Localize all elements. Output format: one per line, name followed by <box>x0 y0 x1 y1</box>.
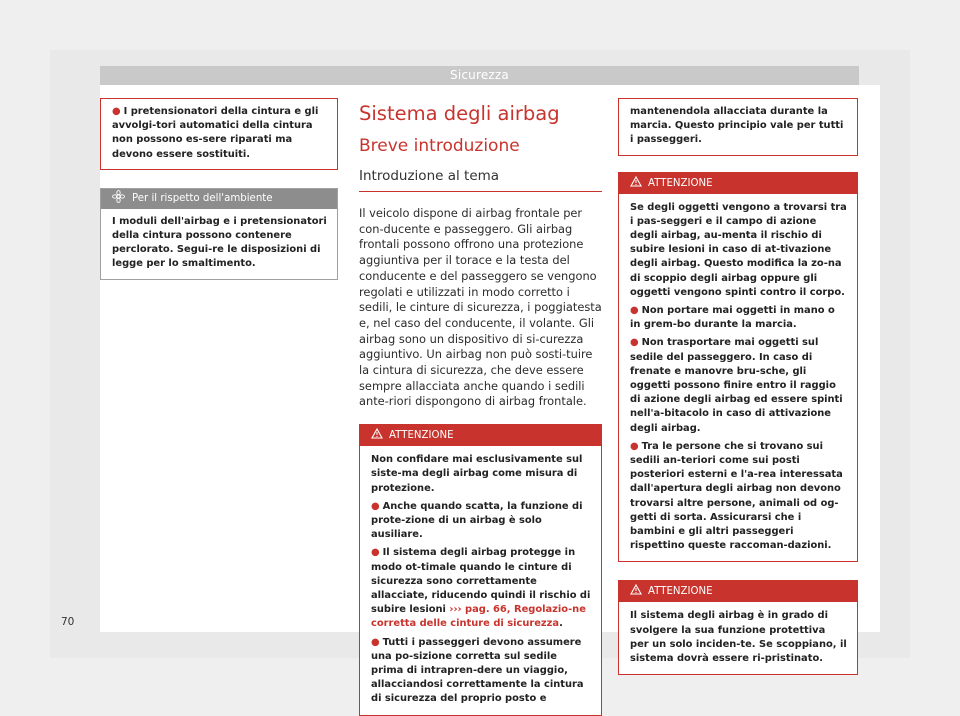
warning-box-continued <box>100 98 338 170</box>
warning-box-header <box>619 581 857 602</box>
page-number: 70 <box>61 616 75 628</box>
warning-title: ATTENZIONE <box>648 586 713 598</box>
warning-box <box>359 424 602 715</box>
cross-reference-arrow[interactable]: ››› <box>449 604 462 616</box>
warning-intro: Se degli oggetti vengono a trovarsi tra i pas-seggeri e il campo di azione degli airbag, au-menta il rischio di subire lesioni in caso di at-tivazione degli airbag. Questo modifica la zo-na di scoppio degli airbag oppure gli oggetti vengono spinti contro il corpo. <box>630 201 847 298</box>
list-item: ● Il sistema degli airbag protegge in modo ot-timale quando le cinture di sicurezza sono correttamente allacciate, riducendo quindi il rischio di subire lesioni ››› pag. 66, Regolazio-ne corretta delle cinture di sicurezza. <box>371 547 591 630</box>
warning-title: ATTENZIONE <box>648 177 713 189</box>
bullet-icon: ● <box>112 106 121 117</box>
bullet-icon: ● <box>630 305 639 317</box>
list-item: ● Tutti i passeggeri devono assumere una po-sizione corretta sul sedile prima di intrapren-dere un viaggio, allacciandosi correttamente la cintura di sicurezza del proprio posto e <box>371 636 584 705</box>
warning-box-continued <box>618 98 858 156</box>
bullet-icon: ● <box>630 337 639 349</box>
list-item: ● Non trasportare mai oggetti sul sedile del passeggero. In caso di frenate e manovre bru-sche, gli oggetti possono finire entro il raggio di azione degli airbag ed essere spinti nell'a-bitacolo in caso di attivazione degli airbag. <box>630 337 843 434</box>
page-sheet <box>100 85 880 705</box>
warning-triangle-icon <box>371 428 383 439</box>
intro-paragraph: Il veicolo dispone di airbag frontale per con-ducente e passeggero. Gli airbag frontali possono offrono una protezione aggiuntiva per il torace e la testa del conducente e del passeggero se vengono regolati e utilizzati in modo corretto i sedili, le cinture di sicurezza, i poggiatesta e, nel caso del conducente, il volante. Gli airbag sono un dispositivo di si-curezza aggiuntivo. Un airbag non può sosti-tuire la cintura di sicurezza, che deve essere sempre allacciata anche quando i sedili ante-riori dispongono di airbag frontale. <box>359 206 602 409</box>
topic-heading: Introduzione al tema <box>359 167 602 192</box>
environment-box-header <box>101 189 337 209</box>
warning-box-single-use <box>618 580 858 675</box>
warning-triangle-icon <box>630 584 642 595</box>
cross-reference-link[interactable]: pag. 66, Regolazio-ne corretta delle cinture di sicurezza <box>371 604 586 630</box>
list-item: ● Tra le persone che si trovano sui sedili an-teriori come sui posti posteriori esterni e l'a-rea interessata dall'apertura degli airbag non devono trovarsi altre persone, animali od og-getti di sorta. Assicurarsi che i bambini e gli altri passeggeri rispettino queste raccoman-dazioni. <box>630 440 843 552</box>
column-middle <box>359 85 602 716</box>
warning-title: ATTENZIONE <box>389 430 454 442</box>
warning-box-header <box>360 425 601 446</box>
chapter-header: Sicurezza <box>100 66 859 85</box>
bullet-icon: ● <box>630 440 639 452</box>
warning-text: I pretensionatori della cintura e gli avvolgi-tori automatici della cintura non possono es-sere riparati ma devono essere sostituiti. <box>112 106 319 160</box>
section-title: Sistema degli airbag <box>359 102 560 125</box>
warning-triangle-icon <box>630 176 642 187</box>
column-right <box>618 85 858 675</box>
warning-box-header <box>619 173 857 194</box>
environment-box <box>100 188 338 280</box>
bullet-icon: ● <box>371 500 380 512</box>
environment-title: Per il rispetto dell'ambiente <box>132 192 273 204</box>
section-subtitle: Breve introduzione <box>359 136 520 156</box>
environment-text: I moduli dell'airbag e i pretensionatori della cintura possono contenere perclorato. Segui-re le disposizioni di legge per lo smaltimento. <box>112 215 327 270</box>
warning-intro: Non confidare mai esclusivamente sul siste-ma degli airbag come misura di protezione. <box>371 454 583 494</box>
list-item: ● Non portare mai oggetti in mano o in grem-bo durante la marcia. <box>630 305 835 331</box>
column-left <box>100 85 338 280</box>
bullet-icon: ● <box>371 547 380 559</box>
warning-text: Il sistema degli airbag è in grado di svolgere la sua funzione protettiva per un solo inciden-te. Se scoppiano, il sistema dovrà essere ri-pristinato. <box>630 610 847 665</box>
list-item: ● Anche quando scatta, la funzione di prote-zione di un airbag è solo ausiliare. <box>371 500 583 541</box>
continuation-text: mantenendola allacciata durante la marcia. Questo principio vale per tutti i passeggeri. <box>630 106 844 146</box>
flower-icon <box>112 190 125 203</box>
warning-box-objects <box>618 172 858 563</box>
bullet-icon: ● <box>371 636 380 648</box>
